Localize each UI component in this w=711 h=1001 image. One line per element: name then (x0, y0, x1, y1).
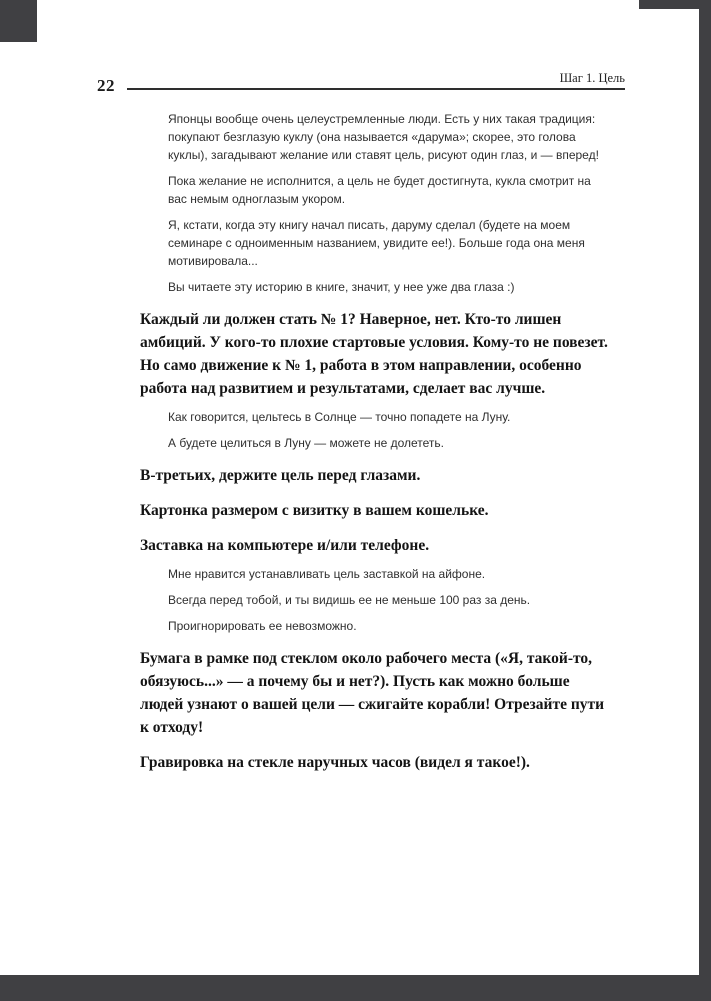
body-paragraph: Бумага в рамке под стеклом около рабочего места («Я, такой-то, обязуюсь...» — а почему бы и нет?). Пусть как можно больше людей узнают о вашей цели — сжигайте корабли! Отрезайте пути к отходу! (140, 650, 605, 736)
quote-paragraph: Как говорится, цельтесь в Солнце — точно попадете на Луну. (168, 410, 511, 424)
scan-edge-top-left (0, 0, 37, 42)
body-paragraph: Заставка на компьютере и/или телефоне. (140, 537, 430, 554)
quote-paragraph: Я, кстати, когда эту книгу начал писать, даруму сделал (будете на моем семинаре с одноименным названием, увидите ее!). Больше года она меня мотивировала... (168, 218, 585, 268)
body-paragraph: Гравировка на стекле наручных часов (видел я такое!). (140, 754, 530, 771)
quote-paragraph: Мне нравится устанавливать цель заставкой на айфоне. (168, 567, 486, 581)
page-content (140, 110, 612, 782)
body-paragraph: В-третьих, держите цель перед глазами. (140, 467, 421, 484)
quote-paragraph: Вы читаете эту историю в книге, значит, у нее уже два глаза :) (168, 280, 515, 294)
body-paragraph: Картонка размером с визитку в вашем кошельке. (140, 502, 489, 519)
quote-paragraph: А будете целиться в Луну — можете не долететь. (168, 436, 445, 450)
body-paragraph: Каждый ли должен стать № 1? Наверное, нет. Кто-то лишен амбиций. У кого-то плохие стартовые условия. Кому-то не повезет. Но само движение к № 1, работа в этом направлении, особенно работа над развитием и результатами, сделает вас лучше. (140, 311, 608, 397)
quote-paragraph: Японцы вообще очень целеустремленные люди. Есть у них такая традиция: покупают безглазую куклу (она называется «дарума»; скорее, это голова куклы), загадывают желание или ставят цель, рисуют один глаз, и — вперед! (168, 112, 599, 162)
running-head: Шаг 1. Цель (559, 71, 625, 85)
page-number: 22 (97, 76, 115, 95)
quote-paragraph: Пока желание не исполнится, а цель не будет достигнута, кукла смотрит на вас немым одноглазым укором. (168, 174, 591, 206)
scan-edge-bottom (0, 975, 711, 1001)
quote-paragraph: Проигнорировать ее невозможно. (168, 619, 357, 633)
quote-paragraph: Всегда перед тобой, и ты видишь ее не меньше 100 раз за день. (168, 593, 531, 607)
scan-edge-right (699, 0, 711, 1001)
header-rule (127, 88, 625, 90)
